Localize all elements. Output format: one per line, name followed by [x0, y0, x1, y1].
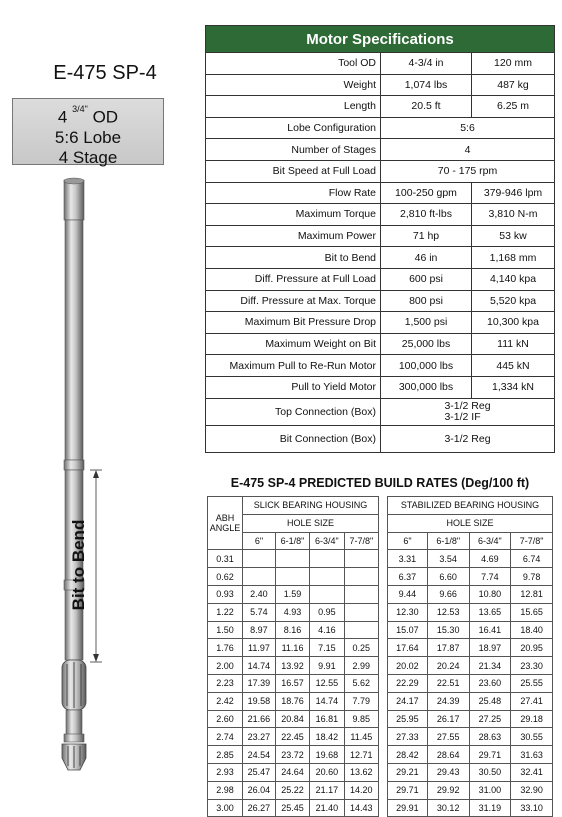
slick-rate: 4.16 — [310, 621, 344, 639]
slick-rate: 11.97 — [243, 639, 276, 657]
stab-rate: 28.42 — [388, 746, 428, 764]
slick-rate: 24.54 — [243, 746, 276, 764]
spec-label: Maximum Bit Pressure Drop — [206, 312, 381, 334]
stab-rate: 31.00 — [469, 781, 511, 799]
spec-value-metric: 1,334 kN — [472, 376, 555, 398]
slick-rate: 18.76 — [275, 692, 309, 710]
abh-angle: 0.93 — [208, 585, 243, 603]
motor-illustration — [40, 176, 110, 796]
stab-rate: 9.44 — [388, 585, 428, 603]
slick-rate — [275, 550, 309, 568]
motor-summary-box — [12, 98, 164, 165]
slick-rate: 14.74 — [243, 657, 276, 675]
stab-rate: 3.54 — [427, 550, 469, 568]
stab-rate: 4.69 — [469, 550, 511, 568]
spec-label: Maximum Torque — [206, 204, 381, 226]
spec-row — [206, 117, 555, 139]
column-gap — [379, 497, 388, 817]
stab-rate: 30.50 — [469, 763, 511, 781]
stab-rate: 32.41 — [511, 763, 553, 781]
stab-rate: 27.41 — [511, 692, 553, 710]
stab-rate: 6.74 — [511, 550, 553, 568]
slick-rate: 5.62 — [344, 674, 378, 692]
stab-rate: 26.17 — [427, 710, 469, 728]
abh-angle: 2.98 — [208, 781, 243, 799]
spec-label: Maximum Weight on Bit — [206, 333, 381, 355]
slick-rate: 4.93 — [275, 603, 309, 621]
slick-rate: 21.17 — [310, 781, 344, 799]
spec-value-metric: 120 mm — [472, 53, 555, 75]
spec-value-imperial: 46 in — [381, 247, 472, 269]
stab-rate: 31.63 — [511, 746, 553, 764]
slick-rate — [243, 550, 276, 568]
stab-hole-size-header: HOLE SIZE — [388, 514, 553, 532]
slick-rate: 25.45 — [275, 799, 309, 817]
slick-rate: 11.16 — [275, 639, 309, 657]
stab-rate: 25.55 — [511, 674, 553, 692]
stab-rate: 23.30 — [511, 657, 553, 675]
stab-rate: 3.31 — [388, 550, 428, 568]
slick-rate: 14.43 — [344, 799, 378, 817]
spec-label: Diff. Pressure at Full Load — [206, 268, 381, 290]
slick-rate: 21.66 — [243, 710, 276, 728]
spec-row — [206, 74, 555, 96]
stab-rate: 22.29 — [388, 674, 428, 692]
spec-label: Flow Rate — [206, 182, 381, 204]
stab-hole-size: 7-7/8" — [511, 532, 553, 550]
slick-rate: 16.81 — [310, 710, 344, 728]
stab-rate: 28.63 — [469, 728, 511, 746]
slick-rate: 9.91 — [310, 657, 344, 675]
slick-rate: 19.58 — [243, 692, 276, 710]
lobe-line: 5:6 Lobe — [54, 127, 122, 147]
top-connection-line2: 3-1/2 IF — [444, 410, 481, 423]
spec-label: Weight — [206, 74, 381, 96]
spec-value — [381, 398, 555, 425]
stab-rate: 13.65 — [469, 603, 511, 621]
stab-rate: 29.71 — [388, 781, 428, 799]
spec-value-imperial: 100-250 gpm — [381, 182, 472, 204]
spec-value-imperial: 20.5 ft — [381, 96, 472, 118]
spec-value-metric: 1,168 mm — [472, 247, 555, 269]
stab-rate: 31.19 — [469, 799, 511, 817]
slick-rate: 8.16 — [275, 621, 309, 639]
stab-rate: 25.48 — [469, 692, 511, 710]
spec-value-imperial: 1,500 psi — [381, 312, 472, 334]
spec-row-top-connection — [206, 398, 555, 425]
stab-rate: 9.78 — [511, 568, 553, 586]
stab-rate: 29.71 — [469, 746, 511, 764]
spec-value-metric: 6.25 m — [472, 96, 555, 118]
stab-rate: 20.02 — [388, 657, 428, 675]
stab-rate: 6.37 — [388, 568, 428, 586]
stab-rate: 15.07 — [388, 621, 428, 639]
stab-rate: 12.53 — [427, 603, 469, 621]
stab-rate: 23.60 — [469, 674, 511, 692]
slick-rate — [310, 550, 344, 568]
spec-value: 3-1/2 Reg — [381, 425, 555, 452]
top-connection-values — [444, 401, 490, 423]
spec-value: 70 - 175 rpm — [381, 160, 555, 182]
spec-row — [206, 182, 555, 204]
stab-rate: 18.40 — [511, 621, 553, 639]
stab-rate: 29.91 — [388, 799, 428, 817]
spec-label: Tool OD — [206, 53, 381, 75]
spec-row — [206, 376, 555, 398]
spec-value-metric: 4,140 kpa — [472, 268, 555, 290]
spec-label: Lobe Configuration — [206, 117, 381, 139]
bit-to-bend-label: Bit to Bend — [69, 519, 88, 611]
slick-rate: 5.74 — [243, 603, 276, 621]
od-main: 4 — [57, 107, 68, 127]
stab-rate: 27.25 — [469, 710, 511, 728]
abh-angle: 2.93 — [208, 763, 243, 781]
slick-rate — [344, 585, 378, 603]
specs-title: Motor Specifications — [206, 26, 555, 53]
slick-rate — [344, 603, 378, 621]
stab-rate: 27.33 — [388, 728, 428, 746]
stab-rate: 17.64 — [388, 639, 428, 657]
stab-rate: 17.87 — [427, 639, 469, 657]
slick-rate: 14.20 — [344, 781, 378, 799]
spec-label: Number of Stages — [206, 139, 381, 161]
stab-rate: 20.95 — [511, 639, 553, 657]
abh-angle-header — [208, 497, 243, 550]
stab-rate: 33.10 — [511, 799, 553, 817]
model-title: E-475 SP-4 — [53, 62, 157, 84]
slick-rate — [344, 550, 378, 568]
slick-rate: 7.15 — [310, 639, 344, 657]
od-fraction: 3/4" — [72, 104, 88, 114]
abh-angle: 0.62 — [208, 568, 243, 586]
stab-rate: 16.41 — [469, 621, 511, 639]
spec-value-metric: 379-946 lpm — [472, 182, 555, 204]
spec-value-imperial: 600 psi — [381, 268, 472, 290]
spec-label: Length — [206, 96, 381, 118]
slick-rate: 0.95 — [310, 603, 344, 621]
slick-rate: 21.40 — [310, 799, 344, 817]
stage-line: 4 Stage — [58, 147, 118, 167]
stab-hole-size: 6-3/4" — [469, 532, 511, 550]
abh-header-line2: ANGLE — [209, 523, 241, 534]
slick-hole-size: 7-7/8" — [344, 532, 378, 550]
abh-angle: 2.85 — [208, 746, 243, 764]
slick-rate: 9.85 — [344, 710, 378, 728]
spec-label: Bit Speed at Full Load — [206, 160, 381, 182]
spec-value-imperial: 300,000 lbs — [381, 376, 472, 398]
abh-angle: 2.74 — [208, 728, 243, 746]
stab-rate: 10.80 — [469, 585, 511, 603]
spec-value-imperial: 4-3/4 in — [381, 53, 472, 75]
spec-value: 4 — [381, 139, 555, 161]
stabilized-header: STABILIZED BEARING HOUSING — [388, 497, 553, 515]
spec-value-imperial: 71 hp — [381, 225, 472, 247]
spec-row — [206, 53, 555, 75]
slick-rate: 25.47 — [243, 763, 276, 781]
spec-row — [206, 247, 555, 269]
stab-rate: 28.64 — [427, 746, 469, 764]
stab-rate: 24.39 — [427, 692, 469, 710]
spec-value: 5:6 — [381, 117, 555, 139]
stab-rate: 6.60 — [427, 568, 469, 586]
spec-row — [206, 333, 555, 355]
stab-rate: 15.65 — [511, 603, 553, 621]
abh-angle: 0.31 — [208, 550, 243, 568]
slick-rate: 25.22 — [275, 781, 309, 799]
slick-rate: 11.45 — [344, 728, 378, 746]
slick-rate: 26.27 — [243, 799, 276, 817]
slick-rate: 24.64 — [275, 763, 309, 781]
slick-rate: 19.68 — [310, 746, 344, 764]
spec-value-metric: 445 kN — [472, 355, 555, 377]
abh-angle: 2.60 — [208, 710, 243, 728]
abh-angle: 3.00 — [208, 799, 243, 817]
stab-rate: 24.17 — [388, 692, 428, 710]
slick-rate — [243, 568, 276, 586]
spec-value-imperial: 2,810 ft-lbs — [381, 204, 472, 226]
slick-header: SLICK BEARING HOUSING — [243, 497, 379, 515]
build-rates-title: E-475 SP-4 PREDICTED BUILD RATES (Deg/100 ft) — [230, 476, 530, 490]
stab-rate: 32.90 — [511, 781, 553, 799]
spec-value-metric: 53 kw — [472, 225, 555, 247]
stab-rate: 30.55 — [511, 728, 553, 746]
spec-value-metric: 3,810 N-m — [472, 204, 555, 226]
stab-rate: 22.51 — [427, 674, 469, 692]
slick-rate: 23.72 — [275, 746, 309, 764]
spec-row — [206, 160, 555, 182]
spec-label: Top Connection (Box) — [206, 398, 381, 425]
stab-rate: 27.55 — [427, 728, 469, 746]
spec-value-metric: 111 kN — [472, 333, 555, 355]
stab-rate: 30.12 — [427, 799, 469, 817]
abh-angle: 2.23 — [208, 674, 243, 692]
stab-hole-size: 6" — [388, 532, 428, 550]
slick-rate: 12.55 — [310, 674, 344, 692]
slick-rate: 1.59 — [275, 585, 309, 603]
abh-angle: 2.42 — [208, 692, 243, 710]
spec-value-imperial: 800 psi — [381, 290, 472, 312]
spec-row — [206, 290, 555, 312]
slick-rate: 18.42 — [310, 728, 344, 746]
slick-rate: 0.25 — [344, 639, 378, 657]
spec-value-imperial: 100,000 lbs — [381, 355, 472, 377]
abh-angle: 1.22 — [208, 603, 243, 621]
slick-rate: 13.92 — [275, 657, 309, 675]
slick-rate: 7.79 — [344, 692, 378, 710]
build-rates-table — [207, 496, 553, 817]
motor-specifications-table — [205, 25, 555, 453]
slick-rate — [344, 568, 378, 586]
spec-label: Bit Connection (Box) — [206, 425, 381, 452]
slick-rate: 16.57 — [275, 674, 309, 692]
stab-rate: 29.21 — [388, 763, 428, 781]
stab-rate: 21.34 — [469, 657, 511, 675]
slick-rate — [310, 568, 344, 586]
slick-rate: 8.97 — [243, 621, 276, 639]
abh-angle: 1.50 — [208, 621, 243, 639]
stab-rate: 7.74 — [469, 568, 511, 586]
slick-hole-size-header: HOLE SIZE — [243, 514, 379, 532]
spec-value-metric: 5,520 kpa — [472, 290, 555, 312]
slick-rate: 14.74 — [310, 692, 344, 710]
stab-rate: 15.30 — [427, 621, 469, 639]
stab-rate: 12.81 — [511, 585, 553, 603]
spec-row — [206, 225, 555, 247]
spec-label: Maximum Power — [206, 225, 381, 247]
spec-row-bit-connection — [206, 425, 555, 452]
slick-rate: 26.04 — [243, 781, 276, 799]
stab-rate: 18.97 — [469, 639, 511, 657]
stab-rate: 20.24 — [427, 657, 469, 675]
spec-value-metric: 487 kg — [472, 74, 555, 96]
slick-hole-size: 6-3/4" — [310, 532, 344, 550]
spec-row — [206, 312, 555, 334]
slick-rate: 2.99 — [344, 657, 378, 675]
spec-row — [206, 204, 555, 226]
spec-value-metric: 10,300 kpa — [472, 312, 555, 334]
stab-rate: 29.18 — [511, 710, 553, 728]
stab-rate: 9.66 — [427, 585, 469, 603]
slick-rate — [344, 621, 378, 639]
spec-row — [206, 96, 555, 118]
slick-hole-size: 6" — [243, 532, 276, 550]
abh-angle: 1.76 — [208, 639, 243, 657]
spec-label: Pull to Yield Motor — [206, 376, 381, 398]
slick-rate: 17.39 — [243, 674, 276, 692]
stab-rate: 25.95 — [388, 710, 428, 728]
stab-rate: 29.92 — [427, 781, 469, 799]
abh-angle: 2.00 — [208, 657, 243, 675]
slick-rate: 13.62 — [344, 763, 378, 781]
slick-rate: 12.71 — [344, 746, 378, 764]
od-line — [13, 103, 163, 128]
stab-rate: 29.43 — [427, 763, 469, 781]
stab-rate: 12.30 — [388, 603, 428, 621]
spec-label: Diff. Pressure at Max. Torque — [206, 290, 381, 312]
spec-row — [206, 139, 555, 161]
abh-header-line1: ABH — [215, 513, 235, 524]
spec-label: Bit to Bend — [206, 247, 381, 269]
slick-rate: 23.27 — [243, 728, 276, 746]
spec-row — [206, 268, 555, 290]
spec-value-imperial: 25,000 lbs — [381, 333, 472, 355]
slick-rate: 20.84 — [275, 710, 309, 728]
stab-hole-size: 6-1/8" — [427, 532, 469, 550]
spec-row — [206, 355, 555, 377]
slick-rate: 22.45 — [275, 728, 309, 746]
od-unit: OD — [92, 107, 119, 127]
slick-rate — [310, 585, 344, 603]
spec-label: Maximum Pull to Re-Run Motor — [206, 355, 381, 377]
slick-rate — [275, 568, 309, 586]
slick-rate: 2.40 — [243, 585, 276, 603]
slick-rate: 20.60 — [310, 763, 344, 781]
spec-value-imperial: 1,074 lbs — [381, 74, 472, 96]
slick-hole-size: 6-1/8" — [275, 532, 309, 550]
top-connection-line1: 3-1/2 Reg — [444, 399, 491, 412]
